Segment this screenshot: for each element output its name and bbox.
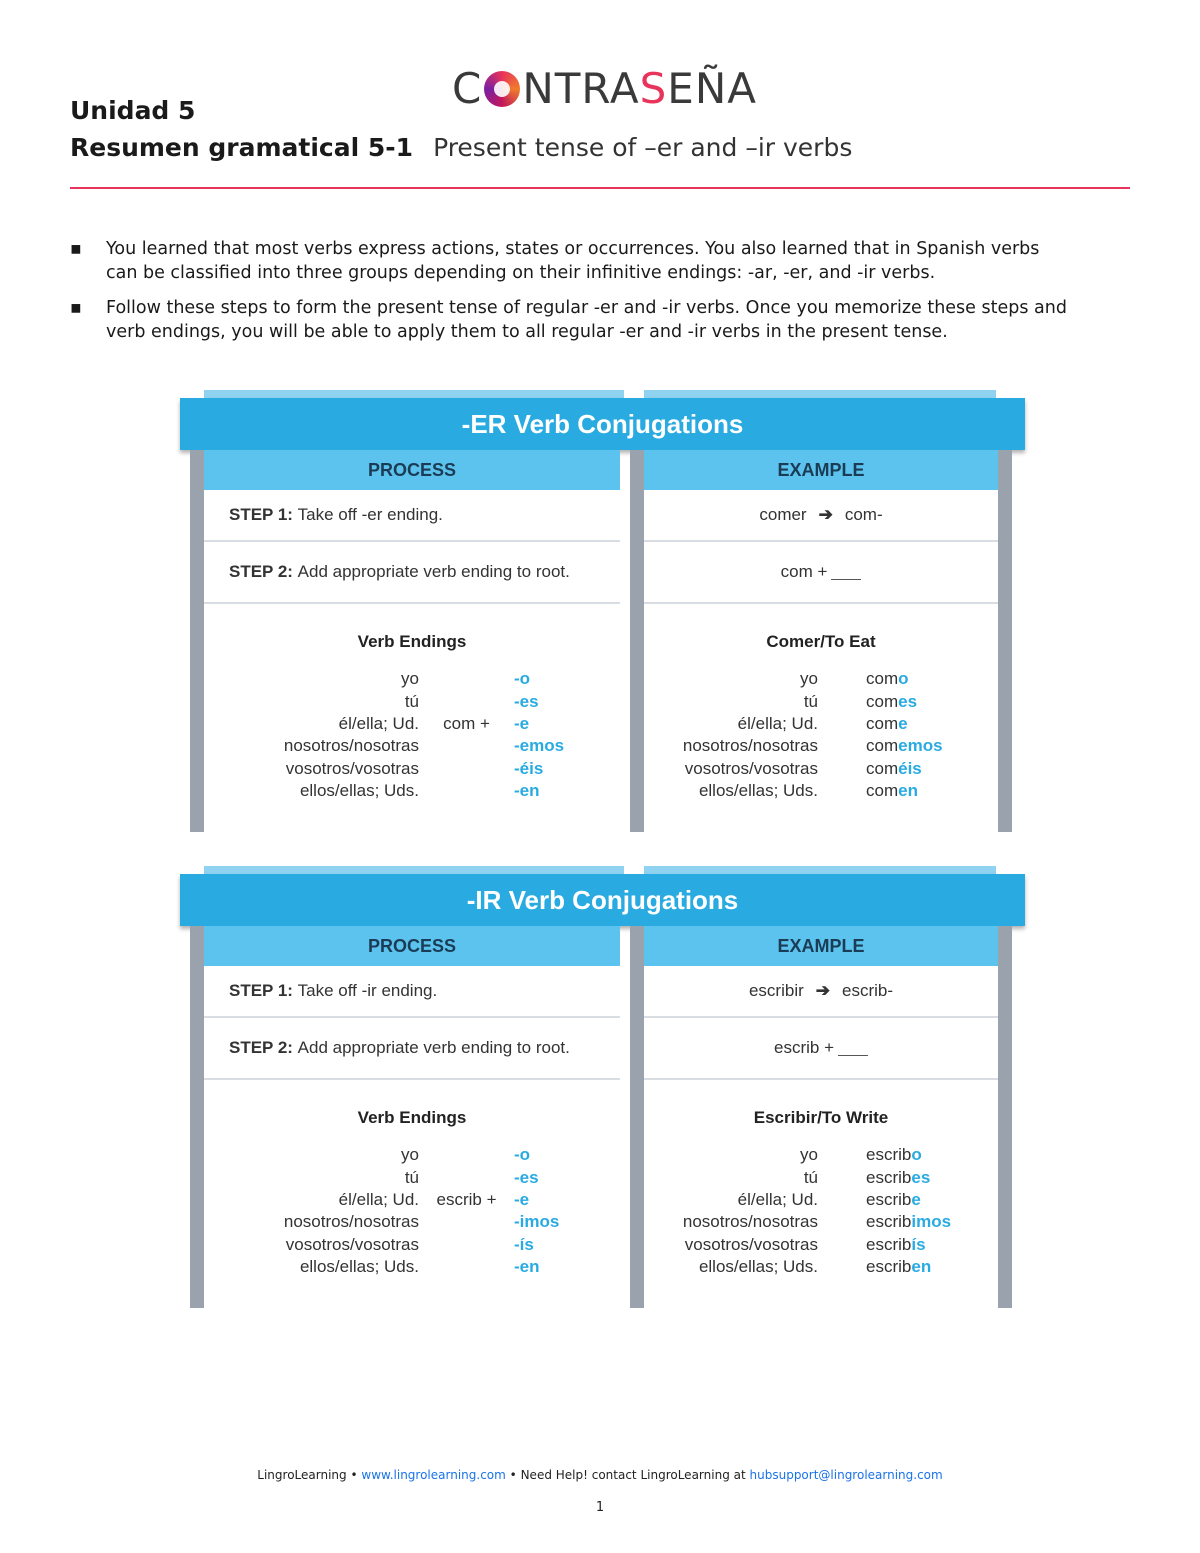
ending: -en [514, 1257, 540, 1277]
root-label [419, 758, 514, 780]
title-rest: Present tense of –er and –ir verbs [433, 133, 853, 162]
pronoun: tú [404, 1167, 419, 1187]
ir-example-column [630, 926, 1012, 1308]
pronoun: yo [800, 1145, 818, 1165]
er-step2-example: com + [644, 542, 998, 604]
conjugated-form: escribís [866, 1234, 926, 1254]
pronoun: nosotros/nosotras [283, 736, 419, 756]
website-link[interactable]: www.lingrolearning.com [361, 1468, 506, 1482]
er-example-column [630, 450, 1012, 832]
ir-step2-example: escrib + [644, 1018, 998, 1080]
pronoun: vosotros/vosotras [285, 758, 419, 778]
root-label [419, 1234, 514, 1256]
root-label [419, 690, 514, 712]
pronoun: yo [401, 669, 419, 689]
pronoun: él/ella; Ud. [338, 1189, 419, 1209]
arrow-right-icon: ➔ [818, 505, 833, 524]
er-process-column [190, 450, 620, 832]
pronoun: yo [800, 669, 818, 689]
conjugated-form: escriben [866, 1257, 932, 1277]
conjugated-form: comemos [866, 736, 943, 756]
pronoun: yo [401, 1145, 419, 1165]
pronoun: ellos/ellas; Uds. [299, 781, 419, 801]
ending: -o [514, 1145, 531, 1165]
intro-bullets [70, 237, 1070, 355]
pronoun: nosotros/nosotras [283, 1212, 419, 1232]
example-header: EXAMPLE [644, 926, 998, 966]
conjugated-form: escribo [866, 1145, 922, 1165]
er-step1-example: comer ➔ com- [644, 490, 998, 542]
root-label [419, 1144, 514, 1166]
bullet-item: ▪ You learned that most verbs express actions, states or occurrences. You also learned that in Spanish verbs can be classified into three groups depending on their infinitive endings: -ar, -er, and -ir verbs. [70, 239, 1040, 283]
ending: -e [514, 1189, 530, 1209]
ending: -es [514, 691, 539, 711]
ending: -e [514, 713, 530, 733]
er-step1: STEP 1: Take off -er ending. [204, 490, 620, 542]
page-title [70, 133, 852, 162]
root-label [419, 1256, 514, 1278]
conjugated-form: comen [866, 781, 918, 801]
conjugated-form: comes [866, 691, 918, 711]
ir-banner-title: -IR Verb Conjugations [180, 874, 1025, 926]
header-divider [70, 187, 1130, 189]
title-bold: Resumen gramatical 5-1 [70, 133, 414, 162]
pronoun: él/ella; Ud. [338, 713, 419, 733]
process-header: PROCESS [204, 926, 620, 966]
conjugated-form: come [866, 713, 908, 733]
conjugated-form: coméis [866, 758, 922, 778]
brand-logo: C NTRA S EÑA [452, 63, 757, 113]
pronoun: vosotros/vosotras [684, 1234, 818, 1254]
er-comer-example: Comer/To Eat yo como tú comes él/ella; Ud. come nosotros/nosotras comemos vosotros/vosotras coméis ellos/ellas; Uds. comen [644, 604, 998, 832]
root-label: com + [443, 713, 490, 733]
bullet-item: ▪ Follow these steps to form the present tense of regular -er and -ir verbs. Once you memorize these steps and verb endings, you will be able to apply them to all regular -er and -ir verbs in the present tense. [70, 298, 1067, 342]
pronoun: él/ella; Ud. [737, 713, 818, 733]
ir-conjugation-panel [180, 866, 1025, 1321]
er-step2: STEP 2: Add appropriate verb ending to root. [204, 542, 620, 604]
arrow-right-icon: ➔ [815, 981, 831, 1000]
pronoun: tú [803, 691, 818, 711]
er-banner-title: -ER Verb Conjugations [180, 398, 1025, 450]
pronoun: vosotros/vosotras [285, 1234, 419, 1254]
root-label [419, 1211, 514, 1233]
pronoun: tú [803, 1167, 818, 1187]
ir-step2: STEP 2: Add appropriate verb ending to root. [204, 1018, 620, 1080]
root-label [419, 668, 514, 690]
root-label: escrib + [436, 1189, 497, 1209]
ending: -imos [514, 1212, 560, 1232]
pronoun: vosotros/vosotras [684, 758, 818, 778]
root-label [419, 780, 514, 802]
ending: -es [514, 1167, 539, 1187]
er-conjugation-panel [180, 390, 1025, 845]
ir-verb-endings: Verb Endings yo -o tú -es él/ella; Ud. escrib + -e nosotros/nosotras -imos vosotros/vosotras -ís ellos/ellas; Uds. -en [204, 1080, 620, 1308]
root-label [419, 735, 514, 757]
example-header: EXAMPLE [644, 450, 998, 490]
pronoun: nosotros/nosotras [682, 736, 818, 756]
pronoun: nosotros/nosotras [682, 1212, 818, 1232]
ir-step1: STEP 1: Take off -ir ending. [204, 966, 620, 1018]
pronoun: él/ella; Ud. [737, 1189, 818, 1209]
pronoun: ellos/ellas; Uds. [299, 1257, 419, 1277]
ending: -en [514, 781, 540, 801]
ir-escribir-example: Escribir/To Write yo escribo tú escribes él/ella; Ud. escribe nosotros/nosotras escribimos vosotros/vosotras escribís ellos/ellas; Uds. escriben [644, 1080, 998, 1308]
conjugated-form: como [866, 669, 909, 689]
pronoun: ellos/ellas; Uds. [698, 781, 818, 801]
unit-heading: Unidad 5 [70, 96, 196, 125]
er-verb-endings: Verb Endings yo -o tú -es él/ella; Ud. com + -e nosotros/nosotras -emos vosotros/vosotras -éis ellos/ellas; Uds. -en [204, 604, 620, 832]
ending: -ís [514, 1234, 534, 1254]
conjugated-form: escribe [866, 1189, 921, 1209]
root-label [419, 1166, 514, 1188]
conjugated-form: escribimos [866, 1212, 952, 1232]
support-email-link[interactable]: hubsupport@lingrolearning.com [749, 1468, 943, 1482]
pronoun: ellos/ellas; Uds. [698, 1257, 818, 1277]
ending: -éis [514, 758, 544, 778]
ending: -emos [514, 736, 565, 756]
pronoun: tú [404, 691, 419, 711]
ending: -o [514, 669, 531, 689]
process-header: PROCESS [204, 450, 620, 490]
page-footer: LingroLearning • www.lingrolearning.com • Need Help! contact LingroLearning at hubsupport@lingrolearning.com [257, 1468, 943, 1482]
ir-process-column [190, 926, 620, 1308]
conjugated-form: escribes [866, 1167, 931, 1187]
ir-step1-example: escribir ➔ escrib- [644, 966, 998, 1018]
page-number: 1 [595, 1500, 605, 1515]
logo-mark-icon [484, 71, 520, 107]
